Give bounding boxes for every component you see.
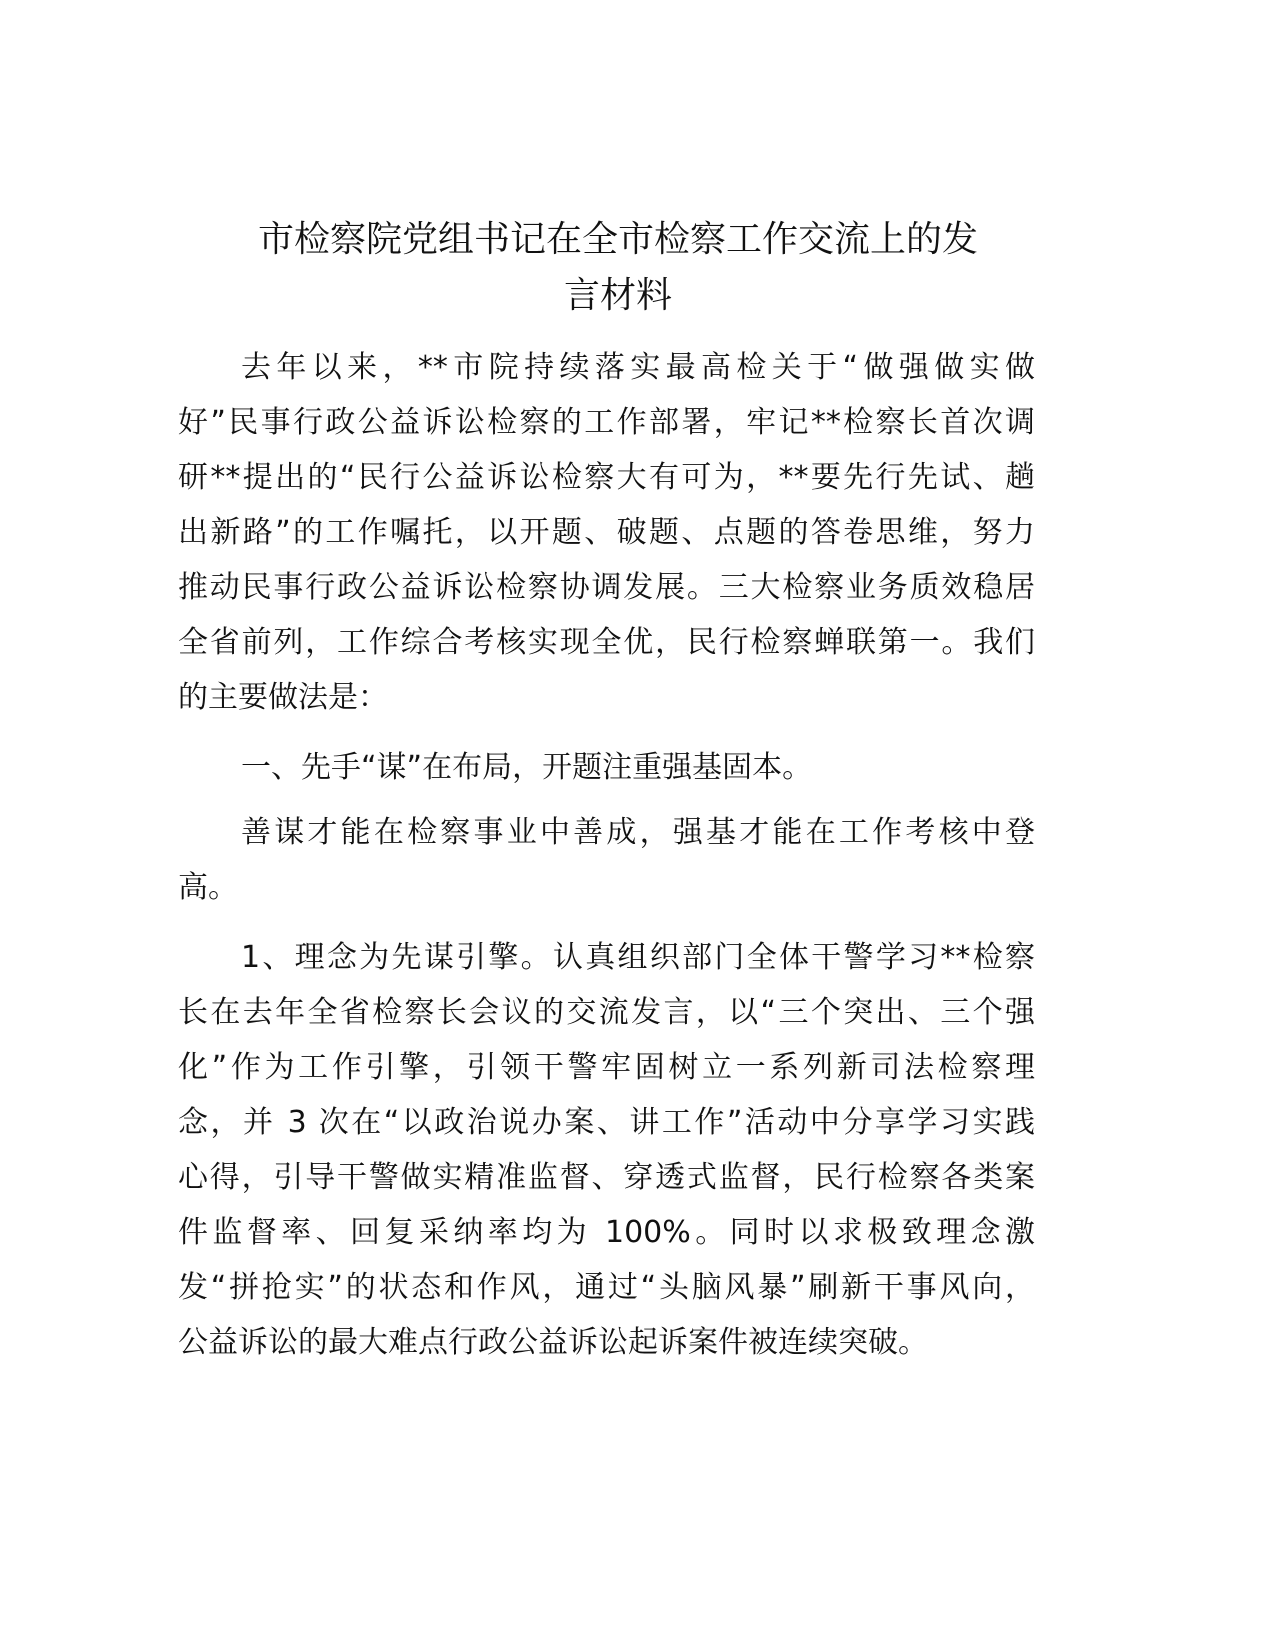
section-heading-1: [178, 740, 1035, 795]
text-line: 长在去年全省检察长会议的交流发言，以“三个突出、三个强: [178, 995, 1035, 1030]
paragraph-item-1: [178, 930, 1035, 1370]
text-line: 出新路”的工作嘱托，以开题、破题、点题的答卷思维，努力: [178, 515, 1035, 550]
text-line: 的主要做法是：: [178, 680, 388, 715]
text-line: 善谋才能在检察事业中善成，强基才能在工作考核中登: [241, 815, 1035, 850]
text-line: 件监督率、回复采纳率均为 100%。同时以求极致理念激: [178, 1215, 1035, 1250]
text-line: 推动民事行政公益诉讼检察协调发展。三大检察业务质效稳居: [178, 570, 1035, 605]
text-line: 1、理念为先谋引擎。认真组织部门全体干警学习**检察: [241, 940, 1035, 975]
text-line: 公益诉讼的最大难点行政公益诉讼起诉案件被连续突破。: [178, 1325, 928, 1360]
paragraph-intro: [178, 340, 1035, 725]
text-line: 研**提出的“民行公益诉讼检察大有可为，**要先行先试、趟: [178, 460, 1035, 495]
text-line: 心得，引导干警做实精准监督、穿透式监督，民行检察各类案: [178, 1160, 1035, 1195]
text-line: 全省前列，工作综合考核实现全优，民行检察蝉联第一。我们: [178, 625, 1035, 660]
text-line: 化”作为工作引擎，引领干警牢固树立一系列新司法检察理: [178, 1050, 1035, 1085]
text-line: 念，并 3 次在“以政治说办案、讲工作”活动中分享学习实践: [178, 1105, 1035, 1140]
text-line: 好”民事行政公益诉讼检察的工作部署，牢记**检察长首次调: [178, 405, 1035, 440]
text-line: 一、先手“谋”在布局，开题注重强基固本。: [241, 750, 813, 785]
text-line: 去年以来，**市院持续落实最高检关于“做强做实做: [241, 350, 1035, 385]
paragraph-section-1-intro: [178, 805, 1035, 915]
title-line: 言材料: [563, 275, 672, 316]
document-title: [178, 212, 1058, 324]
text-line: 发“拼抢实”的状态和作风，通过“头脑风暴”刷新干事风向，: [178, 1270, 1035, 1305]
title-line: 市检察院党组书记在全市检察工作交流上的发: [257, 219, 978, 260]
text-line: 高。: [178, 870, 238, 905]
